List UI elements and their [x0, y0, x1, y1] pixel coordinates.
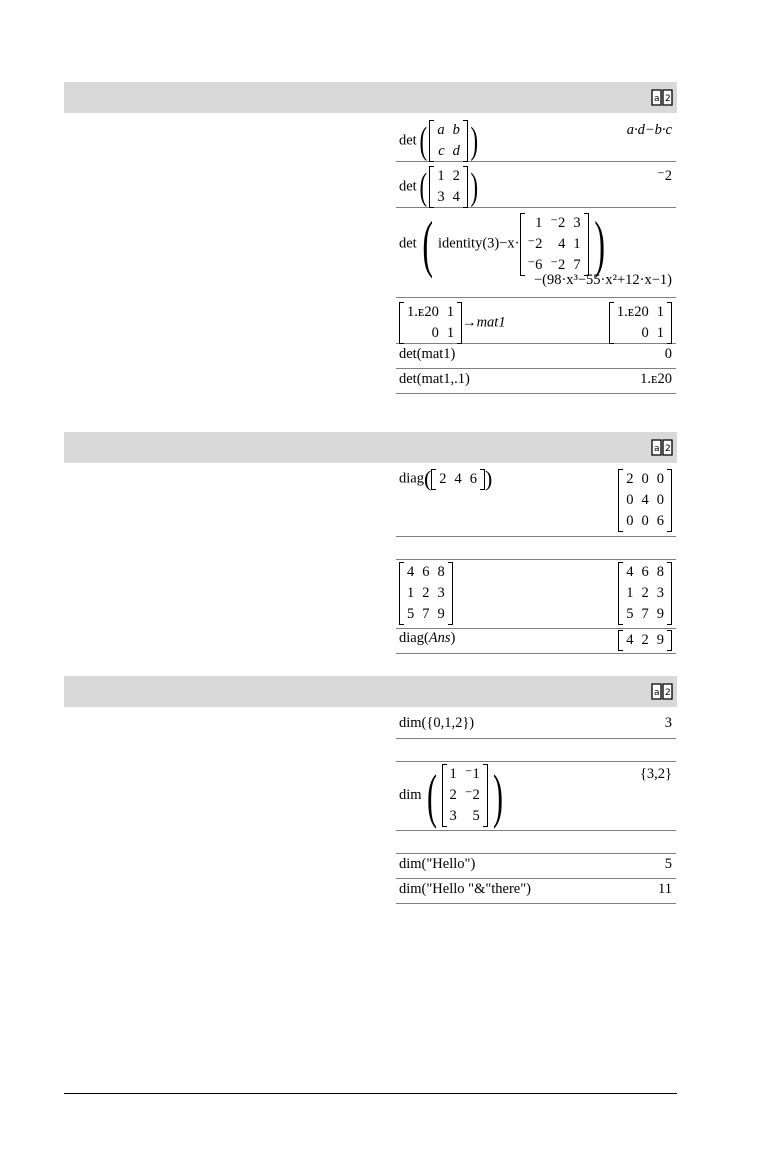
result-matrix: 4 6 8 1 2 3 5 7 9 — [618, 562, 672, 625]
dim-examples — [396, 712, 676, 904]
expression: identity(3)−x· — [438, 235, 520, 252]
expression: dim({0,1,2}) — [399, 715, 475, 731]
matrix: 1.ᴇ20 1 0 1 — [399, 302, 462, 344]
svg-text:a: a — [654, 688, 660, 698]
example-row — [396, 560, 676, 629]
svg-text:2: 2 — [665, 94, 671, 104]
svg-text:a: a — [654, 94, 660, 104]
function-name: det — [399, 235, 417, 252]
svg-text:a: a — [654, 444, 660, 454]
function-name: dim — [399, 787, 422, 803]
result: {3,2} — [639, 766, 672, 782]
svg-text:2: 2 — [665, 444, 671, 454]
example-row — [396, 712, 676, 739]
result: 5 — [664, 856, 672, 872]
result-vector: 4 2 9 — [618, 630, 672, 651]
result-matrix: 1.ᴇ20 1 0 1 — [609, 302, 672, 344]
vector: 2 4 6 — [431, 469, 485, 490]
function-name: det — [399, 178, 417, 195]
matrix: 1 2 3 4 — [429, 166, 468, 208]
book-icon — [651, 87, 673, 107]
example-row: det( a b c d ) a·d−b·c — [396, 116, 676, 162]
separator — [396, 831, 676, 854]
section-header-diag — [64, 432, 677, 463]
example-row: diag( 2 4 6 ) 2 0 0 0 4 0 0 0 6 — [396, 466, 676, 537]
example-row: dim( 1 ⁻1 2 ⁻2 3 5 ) {3,2} — [396, 762, 676, 831]
expression: det(mat1) — [399, 346, 456, 362]
result: 11 — [658, 881, 672, 897]
separator — [396, 739, 676, 762]
result: a·d−b·c — [626, 122, 672, 138]
store-target: →mat1 — [462, 314, 506, 331]
expression: det(mat1,.1) — [399, 371, 470, 387]
matrix: 4 6 8 1 2 3 5 7 9 — [399, 562, 453, 625]
example-row: det( 1 2 3 4 ) ⁻2 — [396, 162, 676, 208]
function-name: diag — [399, 470, 424, 487]
separator — [396, 537, 676, 560]
example-row — [396, 298, 676, 344]
matrix: a b c d — [429, 120, 468, 162]
expression: dim("Hello "&"there") — [399, 881, 531, 897]
book-icon — [651, 437, 673, 457]
matrix: 1 ⁻1 2 ⁻2 3 5 — [442, 764, 488, 827]
result: 0 — [664, 346, 672, 362]
expression: dim("Hello") — [399, 856, 476, 872]
book-icon — [651, 681, 673, 701]
det-examples — [396, 116, 676, 394]
example-row — [396, 879, 676, 904]
example-row — [396, 854, 676, 879]
svg-text:2: 2 — [665, 688, 671, 698]
result-matrix: 2 0 0 0 4 0 0 0 6 — [618, 469, 672, 532]
example-row — [396, 344, 676, 369]
example-row: det( identity(3)−x· 1 ⁻2 3 ⁻2 4 1 ⁻6 ⁻2 7 ) −(98·x³−55·x²+12·x−1) — [396, 208, 676, 298]
matrix: 1 ⁻2 3 ⁻2 4 1 ⁻6 ⁻2 7 — [520, 213, 589, 276]
result: 1.ᴇ20 — [640, 371, 672, 387]
function-name: det — [399, 132, 417, 149]
section-header-det — [64, 82, 677, 113]
example-row: diag(Ans) 4 2 9 — [396, 629, 676, 654]
result: 3 — [664, 715, 672, 731]
example-row — [396, 369, 676, 394]
result: ⁻2 — [657, 168, 672, 184]
footer-rule — [64, 1093, 677, 1094]
section-header-dim — [64, 676, 677, 707]
diag-examples — [396, 466, 676, 654]
result: −(98·x³−55·x²+12·x−1) — [533, 272, 672, 288]
